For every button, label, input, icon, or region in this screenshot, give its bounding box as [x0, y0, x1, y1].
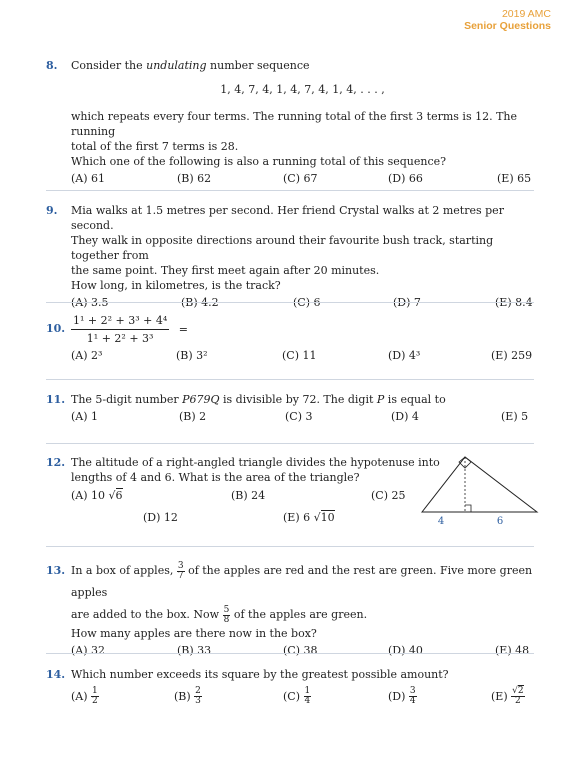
answer-options: [71, 295, 534, 311]
question-number: 11.: [46, 393, 66, 406]
header-year: 2019 AMC: [501, 8, 551, 20]
option-b[interactable]: (B) 3²: [176, 349, 208, 362]
question-text: They walk in opposite directions around their favourite bush track, starting together from: [71, 234, 494, 262]
option-b[interactable]: (B) 62: [177, 172, 212, 185]
fraction-3-7: $\frac{3}{7}$: [177, 560, 184, 581]
question-text: Which number exceeds its square by the greatest possible amount?: [71, 668, 449, 681]
fraction-5-8: $\frac{5}{8}$: [223, 604, 230, 625]
segment-label-4: 4: [437, 516, 445, 527]
option-b[interactable]: (B) $\frac{2}{3}$: [174, 686, 201, 706]
option-b[interactable]: (B) 33: [177, 644, 212, 657]
option-b[interactable]: (B) 4.2: [181, 296, 219, 309]
option-b[interactable]: (B) 2: [179, 410, 207, 423]
answer-options: [71, 643, 534, 659]
option-c[interactable]: (C) 6: [293, 296, 321, 309]
option-d[interactable]: (D) 12: [143, 511, 178, 524]
equals-sign: =: [178, 323, 188, 336]
triangle-diagram: [418, 452, 542, 530]
option-d[interactable]: (D) 4³: [388, 349, 421, 362]
option-b[interactable]: (B) 24: [231, 489, 266, 502]
answer-options: [71, 409, 534, 425]
divider: [46, 546, 534, 547]
question-text: the same point. They first meet again after 20 minutes.: [71, 264, 380, 277]
option-a[interactable]: (A) 1: [71, 410, 99, 423]
question-number: 13.: [46, 564, 66, 577]
sequence-display: 1, 4, 7, 4, 1, 4, 7, 4, 1, 4, . . . ,: [220, 83, 385, 96]
question-8: [46, 58, 534, 187]
question-number: 9.: [46, 204, 58, 217]
option-a[interactable]: (A) 2³: [71, 349, 103, 362]
option-d[interactable]: (D) 7: [393, 296, 421, 309]
divider: [46, 653, 534, 654]
option-d[interactable]: (D) 40: [388, 644, 423, 657]
divider: [46, 302, 534, 303]
question-14: [46, 667, 534, 713]
page-header: [464, 8, 551, 32]
segment-label-6: 6: [496, 516, 504, 527]
option-d[interactable]: (D) 4: [391, 410, 419, 423]
option-a[interactable]: (A) 61: [71, 172, 106, 185]
option-e[interactable]: (E) 5: [501, 410, 529, 423]
question-text: Mia walks at 1.5 metres per second. Her friend Crystal walks at 2 metres per second.: [71, 204, 504, 232]
option-a[interactable]: (A) $\frac{1}{2}$: [71, 686, 98, 706]
option-e[interactable]: (E) $\frac{√2}{2}$: [491, 686, 524, 706]
option-d[interactable]: (D) $\frac{3}{4}$: [388, 686, 416, 706]
question-text: are added to the box. Now $\frac{5}{8}$ of the apples are green.: [71, 604, 368, 625]
divider: [46, 443, 534, 444]
question-text: How many apples are there now in the box?: [71, 627, 317, 640]
question-text: The altitude of a right-angled triangle divides the hypotenuse into: [71, 456, 440, 469]
question-text: The 5-digit number P679Q is divisible by 72. The digit P is equal to: [71, 393, 446, 406]
altitude-right-angle-mark: [465, 505, 471, 512]
question-text: How long, in kilometres, is the track?: [71, 279, 281, 292]
question-text: lengths of 4 and 6. What is the area of the triangle?: [71, 471, 360, 484]
option-e[interactable]: (E) 259: [491, 349, 533, 362]
question-text: In a box of apples, $\frac{3}{7}$ of the apples are red and the rest are green. Five more green apples: [71, 560, 533, 599]
question-text: Which one of the following is also a running total of this sequence?: [71, 155, 447, 168]
question-text: total of the first 7 terms is 28.: [71, 140, 239, 153]
fraction-numerator: 1¹ + 2² + 3³ + 4⁴: [71, 313, 169, 330]
answer-options: [71, 348, 534, 364]
option-c[interactable]: (C) 67: [283, 172, 318, 185]
question-9: [46, 203, 534, 311]
right-triangle: [422, 457, 537, 512]
question-number: 10.: [46, 322, 66, 335]
question-10: [46, 313, 534, 364]
option-e[interactable]: (E) 48: [495, 644, 530, 657]
expression: [71, 313, 534, 346]
option-e[interactable]: (E) 65: [497, 172, 532, 185]
option-c[interactable]: (C) 11: [282, 349, 317, 362]
option-a[interactable]: (A) 10 √6: [71, 489, 123, 502]
option-c[interactable]: (C) $\frac{1}{4}$: [283, 686, 311, 706]
question-text: which repeats every four terms. The running total of the first 3 terms is 12. The running: [71, 110, 518, 138]
option-e[interactable]: (E) 6 √10: [283, 511, 335, 524]
option-a[interactable]: (A) 3.5: [71, 296, 109, 309]
answer-options: [71, 687, 534, 713]
question-number: 14.: [46, 668, 66, 681]
header-section: Senior Questions: [464, 20, 551, 32]
question-13: [46, 560, 534, 659]
divider: [46, 190, 534, 191]
option-c[interactable]: (C) 25: [371, 489, 406, 502]
fraction-denominator: 1¹ + 2² + 3³: [86, 332, 154, 345]
divider: [46, 379, 534, 380]
option-c[interactable]: (C) 3: [285, 410, 313, 423]
question-11: [46, 392, 534, 425]
option-d[interactable]: (D) 66: [388, 172, 423, 185]
question-number: 12.: [46, 456, 66, 469]
option-c[interactable]: (C) 38: [283, 644, 318, 657]
answer-options: [71, 171, 534, 187]
question-number: 8.: [46, 59, 58, 72]
option-a[interactable]: (A) 32: [71, 644, 106, 657]
question-text: Consider the undulating number sequence: [71, 59, 310, 72]
option-e[interactable]: (E) 8.4: [495, 296, 533, 309]
fraction: [71, 313, 169, 346]
